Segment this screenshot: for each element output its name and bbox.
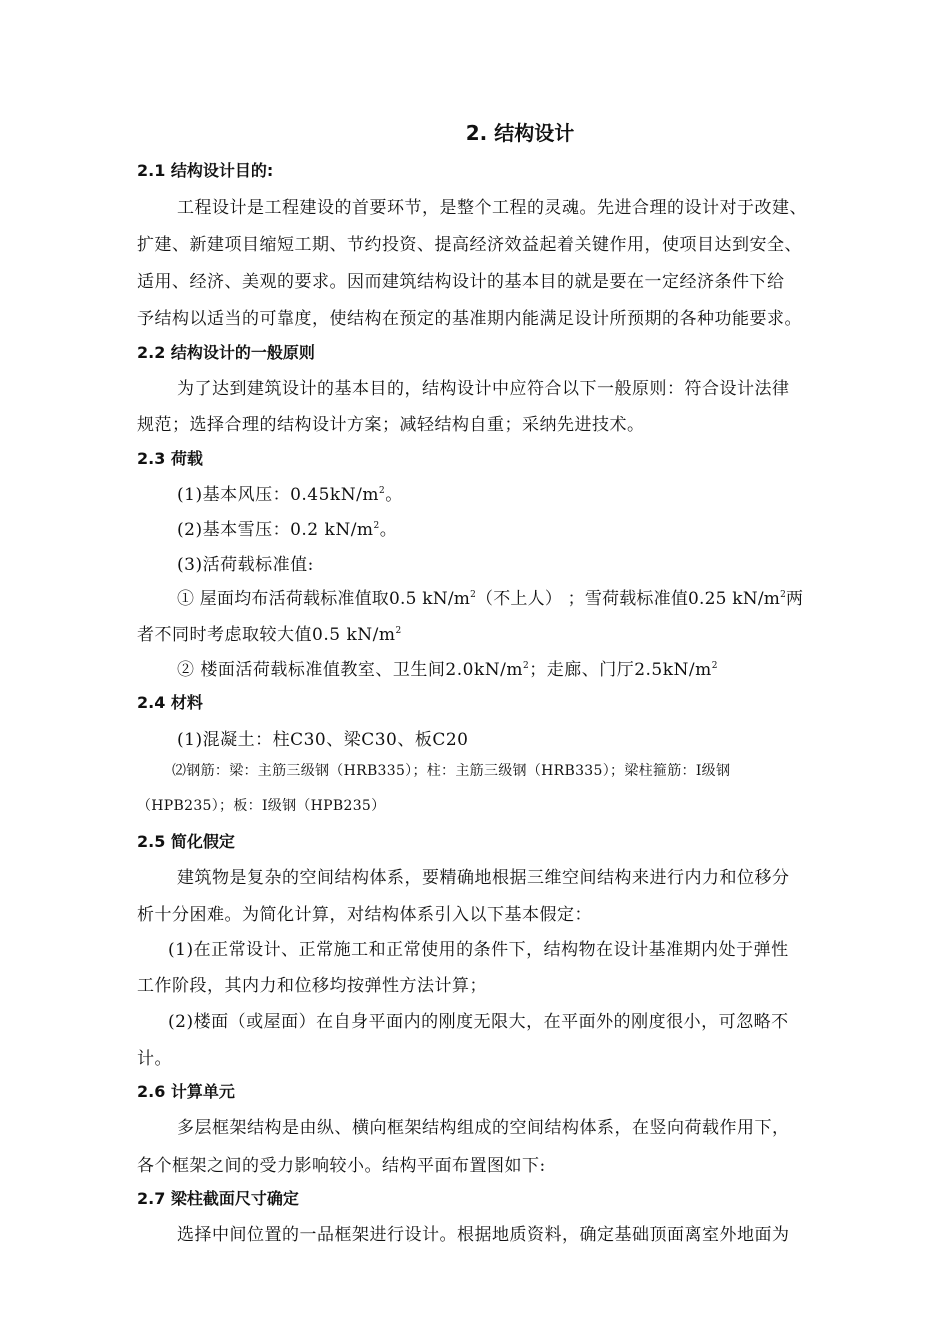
- section-heading-2-2: 2.2 结构设计的一般原则: [137, 343, 315, 362]
- paragraph-line: 工作阶段，其内力和位移均按弹性方法计算；: [137, 976, 487, 996]
- paragraph-line: 多层框架结构是由纵、横向框架结构组成的空间结构体系，在竖向荷载作用下，: [177, 1118, 790, 1138]
- paragraph-line: 适用、经济、美观的要求。因而建筑结构设计的基本目的就是要在一定经济条件下给: [137, 272, 785, 292]
- paragraph-line: 规范；选择合理的结构设计方案；减轻结构自重；采纳先进技术。: [137, 415, 645, 435]
- concrete-grade: (1)混凝土：柱C30、梁C30、板C20: [177, 730, 469, 750]
- basic-snow-pressure: (2)基本雪压：0.2 $kN/m^2$。: [177, 520, 398, 540]
- paragraph-line: 建筑物是复杂的空间结构体系，要精确地根据三维空间结构来进行内力和位移分: [177, 868, 790, 888]
- paragraph-line: 各个框架之间的受力影响较小。结构平面布置图如下:: [137, 1156, 546, 1176]
- roof-live-load: ① 屋面均布活荷载标准值取0.5 $kN/m^2$（不上人） ；雪荷载标准值0.25 $kN/m^2$两: [177, 589, 804, 609]
- page-title: 2. 结构设计: [465, 121, 575, 145]
- assumption-1: (1)在正常设计、正常施工和正常使用的条件下，结构物在设计基准期内处于弹性: [168, 940, 789, 960]
- paragraph-line: 析十分困难。为简化计算，对结构体系引入以下基本假定：: [137, 905, 592, 925]
- section-heading-2-7: 2.7 梁柱截面尺寸确定: [137, 1189, 299, 1208]
- floor-live-load: ② 楼面活荷载标准值教室、卫生间$2.0kN/m^2$；走廊、门厅$2.5kN/m^2$: [177, 660, 718, 680]
- section-heading-2-3: 2.3 荷载: [137, 449, 203, 468]
- paragraph-line: 为了达到建筑设计的基本目的，结构设计中应符合以下一般原则：符合设计法律: [177, 379, 790, 399]
- rebar-spec-continued: （HPB235）；板：Ⅰ级钢（HPB235）: [137, 798, 386, 814]
- section-heading-2-5: 2.5 简化假定: [137, 832, 235, 851]
- assumption-2: (2)楼面（或屋面）在自身平面内的刚度无限大，在平面外的刚度很小，可忽略不: [168, 1012, 789, 1032]
- paragraph-line: 选择中间位置的一品框架进行设计。根据地质资料，确定基础顶面离室外地面为: [177, 1225, 790, 1245]
- basic-wind-pressure: (1)基本风压：$0.45kN/m^2$。: [177, 485, 403, 505]
- paragraph-line: 予结构以适当的可靠度，使结构在预定的基准期内能满足设计所预期的各种功能要求。: [137, 309, 802, 329]
- section-heading-2-1: 2.1 结构设计目的:: [137, 161, 274, 180]
- paragraph-line: 扩建、新建项目缩短工期、节约投资、提高经济效益起着关键作用，使项目达到安全、: [137, 235, 802, 255]
- roof-live-load-continued: 者不同时考虑取较大值0.5 $kN/m^2$: [137, 625, 402, 645]
- live-load-title: (3)活荷载标准值:: [177, 555, 314, 575]
- section-heading-2-4: 2.4 材料: [137, 693, 203, 712]
- rebar-spec: ⑵钢筋：梁：主筋三级钢（HRB335）；柱：主筋三级钢（HRB335）；梁柱箍筋：Ⅰ级钢: [172, 763, 731, 779]
- paragraph-line: 计。: [137, 1049, 172, 1069]
- paragraph-line: 工程设计是工程建设的首要环节，是整个工程的灵魂。先进合理的设计对于改建、: [177, 198, 807, 218]
- section-heading-2-6: 2.6 计算单元: [137, 1082, 235, 1101]
